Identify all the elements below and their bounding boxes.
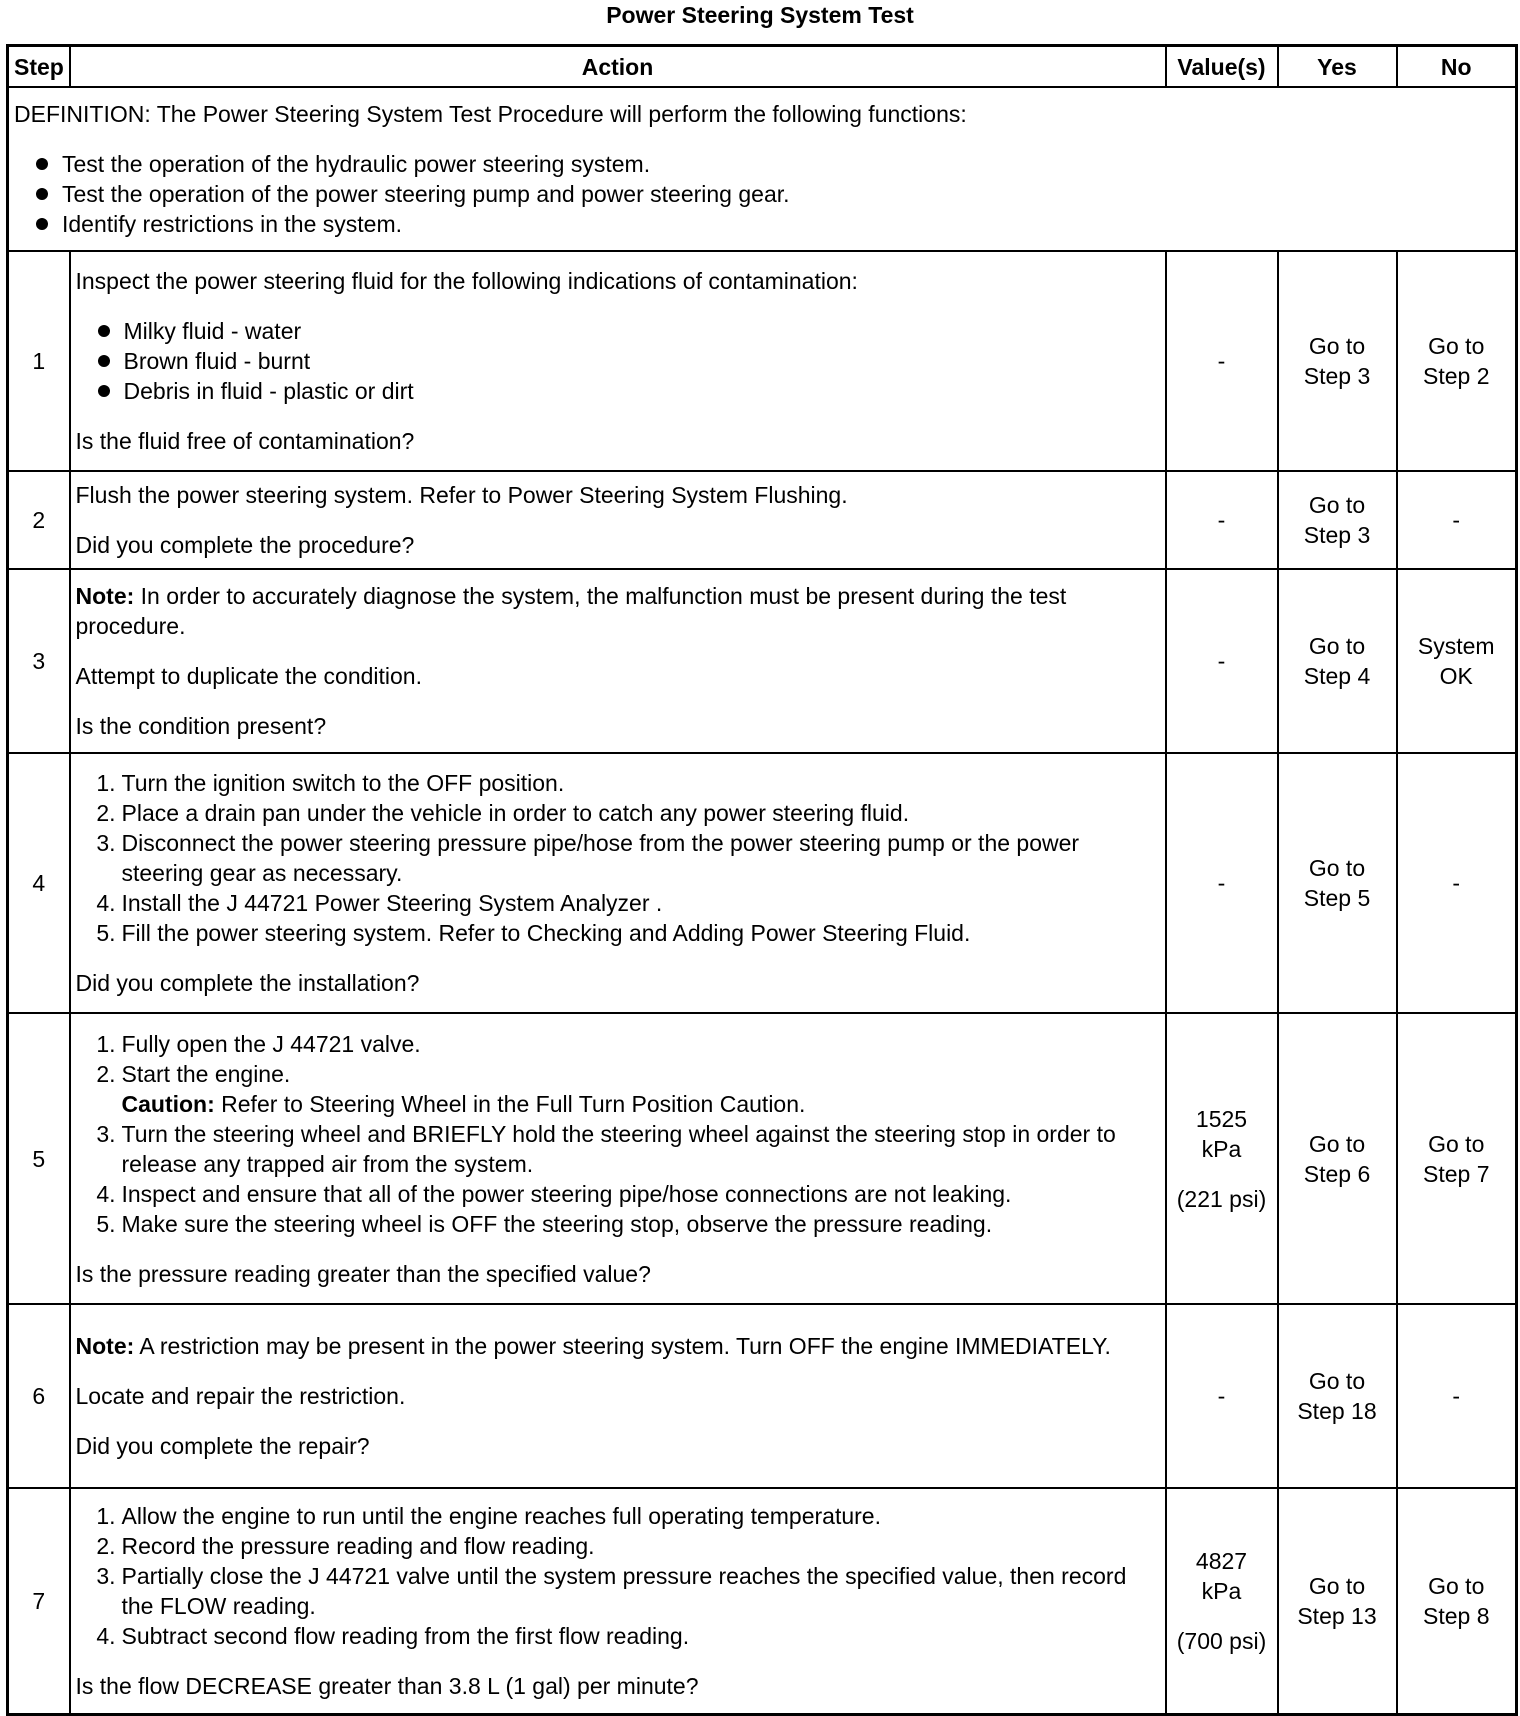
list-text: Inspect and ensure that all of the power steering pipe/hose connections are not leaking. <box>121 1180 1012 1207</box>
yes-cell <box>1278 251 1397 471</box>
list-number: 1. <box>96 1502 116 1529</box>
diagnostic-table <box>6 44 1518 1716</box>
list-text: Make sure the steering wheel is OFF the steering stop, observe the pressure reading. <box>121 1210 993 1237</box>
no-result-label: System <box>1417 633 1495 659</box>
yes-goto-label: Go to <box>1308 633 1366 659</box>
action-intro: Flush the power steering system. Refer to Power Steering System Flushing. <box>75 482 848 508</box>
note <box>76 1331 1160 1361</box>
action-intro: Locate and repair the restriction. <box>75 1383 406 1409</box>
list-item <box>90 1561 1160 1621</box>
list-number: 5. <box>96 1210 116 1237</box>
list-number: 3. <box>96 1120 116 1147</box>
note-label: Note: <box>75 583 135 609</box>
no-goto-step: Step 8 <box>1423 1602 1490 1629</box>
list-item: Identify restrictions in the system. <box>32 209 1510 239</box>
note <box>76 581 1160 641</box>
header-step: Step <box>8 46 70 88</box>
list-item: Test the operation of the power steering pump and power steering gear. <box>32 179 1510 209</box>
action-cell <box>70 251 1166 471</box>
table-row-step-5 <box>8 1013 1517 1304</box>
no-cell: - <box>1397 1304 1517 1488</box>
list-number: 3. <box>96 830 116 856</box>
action-intro: Inspect the power steering fluid for the following indications of contamination: <box>75 268 858 294</box>
yes-goto-step: Step 6 <box>1303 1160 1371 1187</box>
list-number: 1. <box>96 1030 116 1057</box>
note-label: Note: <box>75 1333 135 1359</box>
list-item: Milky fluid - water <box>94 316 1160 346</box>
value-alt-unit: (700 psi) <box>1176 1627 1267 1654</box>
list-item <box>90 828 1160 888</box>
action-intro: Attempt to duplicate the condition. <box>75 663 422 689</box>
list-text: Install the J 44721 Power Steering System Analyzer . <box>121 890 663 916</box>
list-text: Disconnect the power steering pressure pipe/hose from the power steering pump or the power steering gear as necessary. <box>121 830 1080 886</box>
list-item <box>90 1059 1160 1119</box>
action-question: Did you complete the procedure? <box>75 532 415 558</box>
no-cell: - <box>1397 753 1517 1013</box>
definition-list <box>14 149 1510 239</box>
list-item <box>90 1029 1160 1059</box>
yes-cell <box>1278 753 1397 1013</box>
yes-goto-label: Go to <box>1308 492 1366 518</box>
list-item <box>90 1119 1160 1179</box>
value-cell: - <box>1166 251 1278 471</box>
no-goto-label: Go to <box>1428 1130 1485 1157</box>
action-question: Is the condition present? <box>75 713 327 739</box>
no-goto-step: Step 2 <box>1423 363 1490 389</box>
note-text: In order to accurately diagnose the system, the malfunction must be present during the test procedure. <box>75 583 1067 639</box>
list-number: 2. <box>96 1532 116 1559</box>
list-item <box>90 918 1160 948</box>
list-text: Subtract second flow reading from the first flow reading. <box>121 1622 690 1649</box>
value-cell: - <box>1166 753 1278 1013</box>
list-item <box>90 1621 1160 1651</box>
action-question: Did you complete the installation? <box>75 970 420 996</box>
value-number: 1525 <box>1195 1105 1248 1132</box>
action-cell <box>70 471 1166 569</box>
list-text: Place a drain pan under the vehicle in order to catch any power steering fluid. <box>121 800 910 826</box>
list-number: 4. <box>96 890 116 916</box>
action-cell <box>70 1488 1166 1714</box>
no-cell <box>1397 1013 1517 1304</box>
list-number: 2. <box>96 800 116 826</box>
caution-label: Caution: <box>121 1090 215 1117</box>
list-text: Turn the ignition switch to the OFF position. <box>121 770 565 796</box>
list-text: Turn the steering wheel and BRIEFLY hold the steering wheel against the steering stop in order to release any trapped air from the system. <box>121 1120 1116 1177</box>
list-item <box>90 798 1160 828</box>
yes-cell <box>1278 569 1397 753</box>
note-text: A restriction may be present in the power steering system. Turn OFF the engine IMMEDIATELY. <box>134 1333 1111 1359</box>
action-question: Did you complete the repair? <box>75 1433 370 1459</box>
action-question: Is the flow DECREASE greater than 3.8 L (1 gal) per minute? <box>75 1672 699 1699</box>
yes-goto-label: Go to <box>1308 1572 1366 1599</box>
step-number: 6 <box>8 1304 70 1488</box>
header-values: Value(s) <box>1166 46 1278 88</box>
list-text: Fill the power steering system. Refer to Checking and Adding Power Steering Fluid. <box>121 920 971 946</box>
step-number: 7 <box>8 1488 70 1714</box>
no-goto-label: Go to <box>1428 1572 1485 1599</box>
step-number: 5 <box>8 1013 70 1304</box>
yes-cell <box>1278 471 1397 569</box>
yes-goto-step: Step 13 <box>1297 1602 1377 1629</box>
yes-goto-step: Step 4 <box>1303 663 1371 689</box>
list-item <box>90 1179 1160 1209</box>
list-item <box>90 1531 1160 1561</box>
yes-goto-step: Step 18 <box>1297 1398 1377 1424</box>
caution-text: Refer to Steering Wheel in the Full Turn Position Caution. <box>214 1090 806 1117</box>
action-cell <box>70 753 1166 1013</box>
no-goto-label: Go to <box>1428 333 1485 359</box>
action-question: Is the fluid free of contamination? <box>75 428 415 454</box>
value-number: 4827 <box>1195 1547 1248 1574</box>
value-cell: - <box>1166 1304 1278 1488</box>
list-number: 4. <box>96 1180 116 1207</box>
list-number: 4. <box>96 1622 116 1649</box>
list-item <box>90 888 1160 918</box>
header-row <box>8 46 1517 88</box>
header-no: No <box>1397 46 1517 88</box>
yes-goto-label: Go to <box>1308 1130 1366 1157</box>
yes-cell <box>1278 1013 1397 1304</box>
action-cell <box>70 1013 1166 1304</box>
table-row-step-6 <box>8 1304 1517 1488</box>
value-cell: - <box>1166 471 1278 569</box>
list-item <box>90 768 1160 798</box>
value-alt-unit: (221 psi) <box>1176 1185 1267 1212</box>
list-text: Fully open the J 44721 valve. <box>121 1030 421 1057</box>
header-action: Action <box>70 46 1166 88</box>
contamination-list <box>10 316 1160 406</box>
table-row-step-2 <box>8 471 1517 569</box>
step-number: 2 <box>8 471 70 569</box>
definition-cell <box>8 87 1517 251</box>
value-unit: kPa <box>1201 1135 1242 1162</box>
list-number: 2. <box>96 1060 116 1087</box>
list-text: Partially close the J 44721 valve until the system pressure reaches the specified value, then record the FLOW reading. <box>121 1562 1127 1619</box>
yes-goto-step: Step 3 <box>1303 363 1371 389</box>
definition-row <box>8 87 1517 251</box>
list-item <box>90 1209 1160 1239</box>
page-title: Power Steering System Test <box>606 2 914 28</box>
list-number: 1. <box>96 770 116 796</box>
table-row-step-1 <box>8 251 1517 471</box>
value-cell <box>1166 1488 1278 1714</box>
no-cell <box>1397 1488 1517 1714</box>
step-number: 1 <box>8 251 70 471</box>
yes-goto-label: Go to <box>1308 333 1366 359</box>
header-yes: Yes <box>1278 46 1397 88</box>
yes-cell <box>1278 1304 1397 1488</box>
no-cell <box>1397 251 1517 471</box>
list-item: Debris in fluid - plastic or dirt <box>94 376 1160 406</box>
no-cell: - <box>1397 471 1517 569</box>
value-unit: kPa <box>1201 1577 1242 1604</box>
instruction-list <box>76 768 1160 948</box>
value-cell: - <box>1166 569 1278 753</box>
table-row-step-7 <box>8 1488 1517 1714</box>
yes-goto-step: Step 3 <box>1303 522 1371 548</box>
yes-cell <box>1278 1488 1397 1714</box>
action-cell <box>70 569 1166 753</box>
yes-goto-label: Go to <box>1308 1368 1366 1394</box>
list-text: Start the engine. <box>121 1060 291 1087</box>
step-number: 4 <box>8 753 70 1013</box>
yes-goto-step: Step 5 <box>1303 885 1371 911</box>
list-item: Test the operation of the hydraulic power steering system. <box>32 149 1510 179</box>
no-cell <box>1397 569 1517 753</box>
list-number: 3. <box>96 1562 116 1589</box>
list-text: Allow the engine to run until the engine reaches full operating temperature. <box>121 1502 881 1529</box>
step-number: 3 <box>8 569 70 753</box>
yes-goto-label: Go to <box>1308 855 1366 881</box>
no-result-value: OK <box>1439 663 1473 689</box>
no-goto-step: Step 7 <box>1423 1160 1490 1187</box>
table-row-step-4 <box>8 753 1517 1013</box>
list-item: Brown fluid - burnt <box>94 346 1160 376</box>
list-item <box>90 1501 1160 1531</box>
instruction-list <box>76 1029 1160 1239</box>
definition-text: DEFINITION: The Power Steering System Test Procedure will perform the following functions: <box>14 101 967 127</box>
action-cell <box>70 1304 1166 1488</box>
action-question: Is the pressure reading greater than the specified value? <box>75 1260 651 1287</box>
list-number: 5. <box>96 920 116 946</box>
instruction-list <box>76 1501 1160 1651</box>
caution <box>122 1089 1160 1119</box>
value-cell <box>1166 1013 1278 1304</box>
list-text: Record the pressure reading and flow reading. <box>121 1532 595 1559</box>
table-row-step-3 <box>8 569 1517 753</box>
